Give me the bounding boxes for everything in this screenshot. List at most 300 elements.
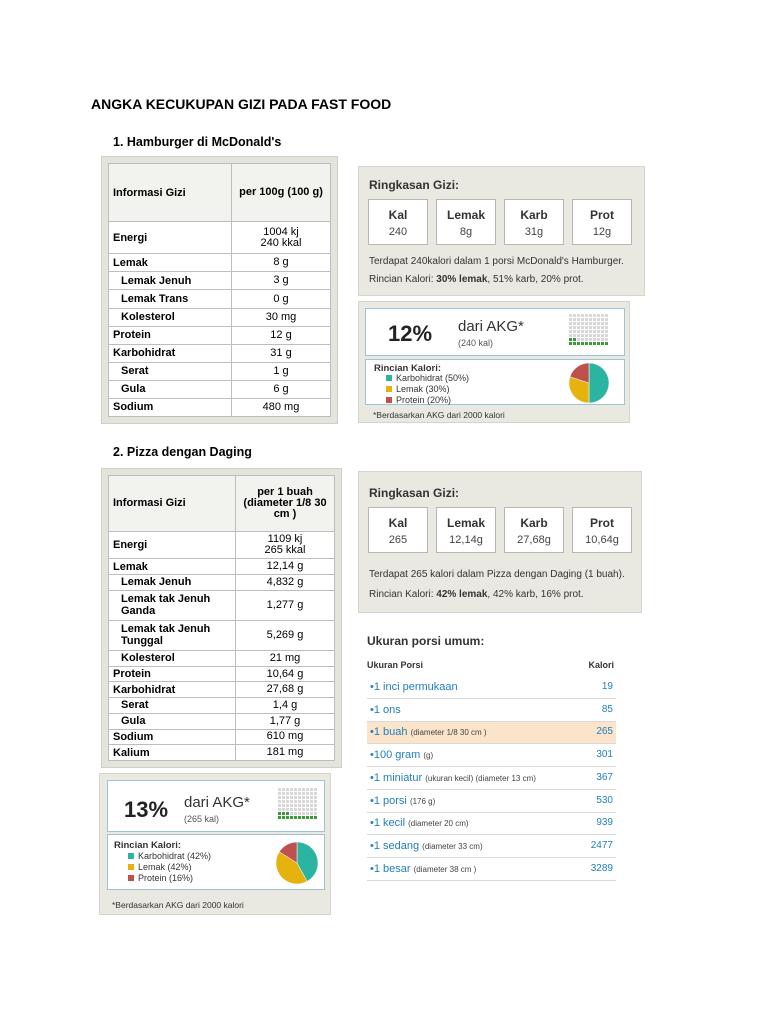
nutrient-label: Energi bbox=[109, 222, 232, 254]
nutrient-value: 27,68 g bbox=[236, 682, 335, 698]
porsi-heading: Ukuran porsi umum: bbox=[367, 634, 485, 648]
summary-box-label: Lemak bbox=[446, 208, 486, 222]
table-row bbox=[109, 254, 331, 272]
summary-box-value: 12,14g bbox=[449, 534, 483, 546]
akg-grid-cell bbox=[585, 334, 588, 337]
akg-grid-cell bbox=[597, 318, 600, 321]
summary-box bbox=[572, 507, 632, 553]
akg-grid-cell bbox=[597, 322, 600, 325]
nutrient-value: 1 g bbox=[232, 362, 331, 380]
summary-box-value: 10,64g bbox=[585, 534, 619, 546]
akg-grid-cell bbox=[294, 788, 297, 791]
legend-label: Lemak (42%) bbox=[138, 862, 192, 872]
akg-grid-cell bbox=[278, 788, 281, 791]
nutrient-label: Serat bbox=[109, 698, 236, 714]
nutrient-value: 610 mg bbox=[236, 729, 335, 745]
akg-dari: dari AKG* bbox=[184, 794, 250, 811]
porsi-name[interactable]: •1 miniatur (ukuran kecil) (diameter 13 cm) bbox=[370, 771, 536, 784]
summary-text1: Terdapat 265 kalori dalam Pizza dengan Daging (1 buah). bbox=[369, 569, 625, 580]
akg-grid-cell bbox=[302, 792, 305, 795]
legend-swatch bbox=[128, 853, 134, 859]
akg-grid-cell bbox=[302, 800, 305, 803]
akg-grid-cell bbox=[589, 334, 592, 337]
akg-grid-cell bbox=[581, 326, 584, 329]
col-header-info: Informasi Gizi bbox=[109, 164, 232, 222]
nutrient-label: Lemak Jenuh bbox=[109, 575, 236, 591]
legend-swatch bbox=[128, 875, 134, 881]
legend-label: Karbohidrat (50%) bbox=[396, 373, 470, 383]
summary-box bbox=[436, 507, 496, 553]
legend-entry bbox=[128, 873, 211, 884]
porsi-kalori: 3289 bbox=[590, 862, 613, 874]
akg-grid bbox=[569, 314, 608, 345]
nutrient-label: Lemak tak Jenuh Ganda bbox=[109, 590, 236, 620]
akg-grid-cell bbox=[310, 800, 313, 803]
summary-box bbox=[504, 507, 564, 553]
calorie-pie-chart bbox=[566, 363, 612, 403]
akg-grid-cell bbox=[302, 788, 305, 791]
akg-grid-cell bbox=[298, 816, 301, 819]
akg-grid-cell bbox=[290, 788, 293, 791]
akg-grid-cell bbox=[585, 314, 588, 317]
akg-grid-cell bbox=[302, 808, 305, 811]
legend-swatch bbox=[386, 375, 392, 381]
akg-grid-cell bbox=[278, 816, 281, 819]
akg-grid-cell bbox=[605, 322, 608, 325]
akg-grid-cell bbox=[577, 342, 580, 345]
akg-grid-cell bbox=[577, 322, 580, 325]
akg-grid-cell bbox=[298, 808, 301, 811]
akg-dari: dari AKG* bbox=[458, 318, 524, 335]
nutrient-value: 30 mg bbox=[232, 308, 331, 326]
summary-box bbox=[436, 199, 496, 245]
table-row bbox=[109, 698, 335, 714]
table-row bbox=[109, 745, 335, 761]
table-row bbox=[109, 362, 331, 380]
summary-box-label: Kal bbox=[388, 208, 408, 222]
akg-grid-cell bbox=[593, 334, 596, 337]
akg-grid-cell bbox=[605, 314, 608, 317]
akg-grid-cell bbox=[601, 338, 604, 341]
akg-grid-cell bbox=[589, 314, 592, 317]
akg-grid-cell bbox=[298, 804, 301, 807]
akg-kal: (265 kal) bbox=[184, 814, 220, 824]
akg-grid-cell bbox=[310, 804, 313, 807]
rincian-heading: Rincian Kalori: bbox=[374, 363, 442, 374]
nutrient-label: Serat bbox=[109, 362, 232, 380]
table-row bbox=[109, 666, 335, 682]
akg-grid-cell bbox=[310, 808, 313, 811]
table-row bbox=[109, 590, 335, 620]
akg-grid-cell bbox=[306, 792, 309, 795]
table-row bbox=[109, 575, 335, 591]
nutrient-value: 12 g bbox=[232, 326, 331, 344]
akg-grid-cell bbox=[282, 804, 285, 807]
akg-grid-cell bbox=[302, 816, 305, 819]
akg-grid-cell bbox=[569, 330, 572, 333]
table-row bbox=[109, 398, 331, 416]
porsi-name[interactable]: •1 porsi (176 g) bbox=[370, 794, 436, 807]
akg-grid-cell bbox=[282, 800, 285, 803]
summary-box bbox=[368, 199, 428, 245]
summary-text1: Terdapat 240kalori dalam 1 porsi McDonald's Hamburger. bbox=[369, 256, 624, 267]
nutrient-value: 8 g bbox=[232, 254, 331, 272]
summary-pizza bbox=[358, 471, 642, 613]
summary-box bbox=[572, 199, 632, 245]
akg-grid-cell bbox=[569, 318, 572, 321]
porsi-row[interactable] bbox=[367, 745, 616, 767]
summary-text2: Rincian Kalori: 42% lemak, 42% karb, 16% prot. bbox=[369, 589, 584, 600]
porsi-name[interactable]: •1 kecil (diameter 20 cm) bbox=[370, 817, 469, 830]
summary-box-label: Prot bbox=[590, 208, 614, 222]
akg-grid-cell bbox=[605, 318, 608, 321]
porsi-col-kalori: Kalori bbox=[588, 660, 614, 670]
akg-grid-cell bbox=[314, 812, 317, 815]
porsi-kalori: 367 bbox=[596, 771, 613, 783]
akg-grid-cell bbox=[605, 330, 608, 333]
akg-panel-pizza bbox=[99, 773, 331, 915]
porsi-detail: (diameter 20 cm) bbox=[408, 819, 469, 829]
akg-grid-cell bbox=[569, 326, 572, 329]
akg-grid-cell bbox=[577, 326, 580, 329]
summary-box-value: 8g bbox=[459, 226, 473, 238]
akg-grid-cell bbox=[278, 800, 281, 803]
table-row bbox=[109, 559, 335, 575]
akg-grid-cell bbox=[282, 792, 285, 795]
akg-grid-cell bbox=[278, 792, 281, 795]
akg-grid-cell bbox=[581, 318, 584, 321]
porsi-kalori: 85 bbox=[601, 703, 613, 715]
nutrient-label: Sodium bbox=[109, 729, 236, 745]
summary-box bbox=[504, 199, 564, 245]
table-row bbox=[109, 290, 331, 308]
akg-grid-cell bbox=[573, 338, 576, 341]
akg-grid-cell bbox=[601, 342, 604, 345]
akg-grid-cell bbox=[605, 326, 608, 329]
col-header-info: Informasi Gizi bbox=[109, 476, 236, 532]
nutrient-label: Kolesterol bbox=[109, 651, 236, 667]
summary-heading: Ringkasan Gizi: bbox=[369, 178, 460, 192]
col-header-per: per 1 buah (diameter 1/8 30 cm ) bbox=[236, 476, 335, 532]
akg-grid-cell bbox=[593, 330, 596, 333]
page-title: ANGKA KECUKUPAN GIZI PADA FAST FOOD bbox=[91, 96, 392, 112]
table-row bbox=[109, 272, 331, 290]
akg-grid-cell bbox=[573, 342, 576, 345]
rincian-heading: Rincian Kalori: bbox=[114, 840, 182, 851]
akg-grid bbox=[278, 788, 317, 819]
porsi-col-size: Ukuran Porsi bbox=[367, 660, 424, 670]
akg-grid-cell bbox=[314, 796, 317, 799]
porsi-kalori: 301 bbox=[596, 749, 613, 761]
akg-grid-cell bbox=[577, 314, 580, 317]
porsi-row[interactable] bbox=[367, 700, 616, 722]
akg-grid-cell bbox=[605, 338, 608, 341]
akg-grid-cell bbox=[585, 342, 588, 345]
akg-grid-cell bbox=[581, 322, 584, 325]
akg-grid-cell bbox=[581, 342, 584, 345]
akg-grid-cell bbox=[282, 808, 285, 811]
summary-box-value: 31g bbox=[524, 226, 544, 238]
nutrition-table-hamburger bbox=[101, 156, 338, 424]
table-row bbox=[109, 326, 331, 344]
legend-entry bbox=[386, 384, 469, 395]
porsi-name[interactable]: •1 ons bbox=[370, 703, 401, 716]
akg-grid-cell bbox=[601, 330, 604, 333]
legend-entry bbox=[128, 862, 211, 873]
akg-grid-cell bbox=[302, 796, 305, 799]
akg-grid-cell bbox=[601, 334, 604, 337]
nutrient-value: 0 g bbox=[232, 290, 331, 308]
akg-grid-cell bbox=[282, 812, 285, 815]
summary-box-value: 240 bbox=[388, 226, 408, 238]
akg-percent: 13% bbox=[124, 797, 169, 822]
nutrient-value: 1,277 g bbox=[236, 590, 335, 620]
akg-grid-cell bbox=[290, 800, 293, 803]
akg-grid-cell bbox=[306, 800, 309, 803]
akg-grid-cell bbox=[589, 326, 592, 329]
akg-grid-cell bbox=[569, 334, 572, 337]
porsi-row[interactable] bbox=[367, 722, 616, 744]
summary-box-value: 12g bbox=[592, 226, 612, 238]
summary-heading: Ringkasan Gizi: bbox=[369, 486, 460, 500]
porsi-detail: (diameter 1/8 30 cm ) bbox=[410, 728, 487, 738]
akg-grid-cell bbox=[314, 816, 317, 819]
nutrient-value: 3 g bbox=[232, 272, 331, 290]
pie-legend bbox=[386, 373, 469, 406]
akg-grid-cell bbox=[310, 792, 313, 795]
table-row bbox=[109, 222, 331, 254]
akg-note: *Berdasarkan AKG dari 2000 kalori bbox=[373, 410, 505, 420]
akg-grid-cell bbox=[569, 314, 572, 317]
akg-grid-cell bbox=[573, 318, 576, 321]
nutrient-value: 21 mg bbox=[236, 651, 335, 667]
pie-legend bbox=[128, 851, 211, 884]
porsi-detail: (diameter 33 cm) bbox=[422, 841, 483, 851]
akg-grid-cell bbox=[593, 322, 596, 325]
akg-grid-cell bbox=[597, 330, 600, 333]
porsi-name[interactable]: •1 buah (diameter 1/8 30 cm ) bbox=[370, 726, 487, 739]
akg-grid-cell bbox=[573, 334, 576, 337]
akg-grid-cell bbox=[601, 318, 604, 321]
akg-note: *Berdasarkan AKG dari 2000 kalori bbox=[112, 900, 244, 910]
akg-grid-cell bbox=[306, 804, 309, 807]
summary-box-label: Lemak bbox=[446, 516, 486, 530]
akg-grid-cell bbox=[306, 796, 309, 799]
akg-grid-cell bbox=[605, 342, 608, 345]
akg-grid-cell bbox=[294, 812, 297, 815]
akg-grid-cell bbox=[601, 314, 604, 317]
akg-kal: (240 kal) bbox=[458, 338, 494, 348]
nutrient-label: Lemak Trans bbox=[109, 290, 232, 308]
porsi-kalori: 19 bbox=[601, 681, 613, 692]
section1-heading: 1. Hamburger di McDonald's bbox=[113, 135, 282, 149]
legend-label: Lemak (30%) bbox=[396, 384, 450, 394]
akg-grid-cell bbox=[589, 322, 592, 325]
porsi-name[interactable]: •1 sedang (diameter 33 cm) bbox=[370, 839, 483, 852]
akg-grid-cell bbox=[593, 338, 596, 341]
legend-entry bbox=[386, 395, 469, 406]
nutrient-label: Lemak Jenuh bbox=[109, 272, 232, 290]
akg-grid-cell bbox=[310, 788, 313, 791]
porsi-row[interactable] bbox=[367, 836, 616, 858]
nutrient-label: Energi bbox=[109, 531, 236, 559]
akg-grid-cell bbox=[581, 338, 584, 341]
akg-grid-cell bbox=[286, 804, 289, 807]
porsi-row[interactable] bbox=[367, 791, 616, 813]
nutrient-value: 12,14 g bbox=[236, 559, 335, 575]
nutrient-value: 181 mg bbox=[236, 745, 335, 761]
porsi-kalori: 265 bbox=[596, 726, 613, 738]
akg-grid-cell bbox=[601, 326, 604, 329]
nutrient-value: 1,77 g bbox=[236, 713, 335, 729]
akg-grid-cell bbox=[314, 792, 317, 795]
summary-box-value: 27,68g bbox=[517, 534, 551, 546]
nutrient-value: 480 mg bbox=[232, 398, 331, 416]
nutrient-value: 5,269 g bbox=[236, 620, 335, 650]
akg-grid-cell bbox=[589, 330, 592, 333]
akg-grid-cell bbox=[278, 808, 281, 811]
porsi-kalori: 2477 bbox=[590, 839, 613, 851]
akg-grid-cell bbox=[294, 804, 297, 807]
akg-grid-cell bbox=[593, 318, 596, 321]
akg-grid-cell bbox=[593, 314, 596, 317]
akg-grid-cell bbox=[282, 816, 285, 819]
porsi-kalori: 530 bbox=[596, 794, 613, 806]
nutrient-value: 6 g bbox=[232, 380, 331, 398]
porsi-kalori: 939 bbox=[596, 817, 613, 829]
akg-grid-cell bbox=[597, 326, 600, 329]
table-row bbox=[109, 729, 335, 745]
nutrient-label: Protein bbox=[109, 666, 236, 682]
akg-grid-cell bbox=[286, 800, 289, 803]
porsi-detail: (176 g) bbox=[409, 796, 436, 806]
summary-box bbox=[368, 507, 428, 553]
akg-grid-cell bbox=[286, 808, 289, 811]
porsi-column-headers bbox=[367, 660, 616, 670]
akg-grid-cell bbox=[605, 334, 608, 337]
summary-box-label: Kal bbox=[388, 516, 408, 530]
akg-grid-cell bbox=[577, 334, 580, 337]
akg-grid-cell bbox=[577, 338, 580, 341]
akg-grid-cell bbox=[278, 796, 281, 799]
porsi-name[interactable]: •100 gram (g) bbox=[370, 749, 434, 762]
porsi-name[interactable]: •1 inci permukaan bbox=[370, 681, 458, 693]
akg-grid-cell bbox=[310, 816, 313, 819]
porsi-detail: (ukuran kecil) (diameter 13 cm) bbox=[425, 773, 536, 783]
summary-box-value: 265 bbox=[388, 534, 408, 546]
akg-grid-cell bbox=[597, 334, 600, 337]
porsi-row[interactable] bbox=[367, 859, 616, 881]
akg-grid-cell bbox=[298, 792, 301, 795]
nutrient-value: 31 g bbox=[232, 344, 331, 362]
akg-grid-cell bbox=[585, 326, 588, 329]
akg-grid-cell bbox=[286, 792, 289, 795]
akg-grid-cell bbox=[294, 800, 297, 803]
legend-swatch bbox=[128, 864, 134, 870]
akg-grid-cell bbox=[286, 812, 289, 815]
akg-grid-cell bbox=[286, 796, 289, 799]
table-row bbox=[109, 620, 335, 650]
akg-grid-cell bbox=[286, 816, 289, 819]
akg-grid-cell bbox=[573, 326, 576, 329]
akg-grid-cell bbox=[294, 808, 297, 811]
akg-grid-cell bbox=[585, 318, 588, 321]
nutrient-value: 1,4 g bbox=[236, 698, 335, 714]
legend-entry bbox=[386, 373, 469, 384]
akg-grid-cell bbox=[597, 342, 600, 345]
section2-heading: 2. Pizza dengan Daging bbox=[113, 445, 252, 459]
akg-grid-cell bbox=[589, 318, 592, 321]
akg-grid-cell bbox=[306, 808, 309, 811]
summary-box-label: Karb bbox=[520, 208, 548, 222]
porsi-row[interactable] bbox=[367, 813, 616, 835]
table-row bbox=[109, 308, 331, 326]
nutrient-label: Karbohidrat bbox=[109, 344, 232, 362]
legend-label: Protein (20%) bbox=[396, 395, 452, 405]
nutrient-label: Lemak tak Jenuh Tunggal bbox=[109, 620, 236, 650]
akg-grid-cell bbox=[310, 812, 313, 815]
akg-grid-cell bbox=[306, 812, 309, 815]
akg-grid-cell bbox=[314, 788, 317, 791]
akg-grid-cell bbox=[298, 800, 301, 803]
legend-label: Protein (16%) bbox=[138, 873, 194, 883]
nutrient-label: Sodium bbox=[109, 398, 232, 416]
porsi-detail: (diameter 38 cm ) bbox=[413, 864, 477, 874]
akg-grid-cell bbox=[298, 796, 301, 799]
akg-grid-cell bbox=[593, 326, 596, 329]
porsi-row[interactable] bbox=[367, 677, 616, 699]
summary-text2: Rincian Kalori: 30% lemak, 51% karb, 20% prot. bbox=[369, 274, 584, 285]
akg-grid-cell bbox=[294, 816, 297, 819]
akg-grid-cell bbox=[314, 808, 317, 811]
akg-grid-cell bbox=[577, 330, 580, 333]
akg-grid-cell bbox=[585, 338, 588, 341]
nutrient-label: Kolesterol bbox=[109, 308, 232, 326]
akg-grid-cell bbox=[290, 792, 293, 795]
nutrient-label: Protein bbox=[109, 326, 232, 344]
akg-grid-cell bbox=[585, 330, 588, 333]
akg-grid-cell bbox=[298, 812, 301, 815]
akg-grid-cell bbox=[290, 812, 293, 815]
nutrient-value: 10,64 g bbox=[236, 666, 335, 682]
akg-grid-cell bbox=[589, 338, 592, 341]
summary-hamburger bbox=[358, 166, 645, 296]
calorie-pie-chart bbox=[274, 840, 320, 886]
table-row bbox=[109, 682, 335, 698]
akg-grid-cell bbox=[302, 804, 305, 807]
akg-grid-cell bbox=[278, 812, 281, 815]
table-row bbox=[109, 531, 335, 559]
akg-grid-cell bbox=[306, 788, 309, 791]
porsi-row[interactable] bbox=[367, 768, 616, 790]
akg-grid-cell bbox=[573, 314, 576, 317]
akg-panel-hamburger bbox=[358, 301, 630, 423]
akg-grid-cell bbox=[290, 804, 293, 807]
porsi-name[interactable]: •1 besar (diameter 38 cm ) bbox=[370, 862, 477, 875]
summary-box-label: Prot bbox=[590, 516, 614, 530]
akg-grid-cell bbox=[290, 808, 293, 811]
nutrient-value: 1109 kj 265 kkal bbox=[236, 531, 335, 559]
akg-grid-cell bbox=[314, 800, 317, 803]
akg-percent: 12% bbox=[388, 321, 433, 346]
akg-grid-cell bbox=[597, 338, 600, 341]
akg-grid-cell bbox=[310, 796, 313, 799]
nutrient-label: Gula bbox=[109, 713, 236, 729]
table-row bbox=[109, 651, 335, 667]
akg-grid-cell bbox=[597, 314, 600, 317]
nutrient-label: Kalium bbox=[109, 745, 236, 761]
akg-grid-cell bbox=[278, 804, 281, 807]
